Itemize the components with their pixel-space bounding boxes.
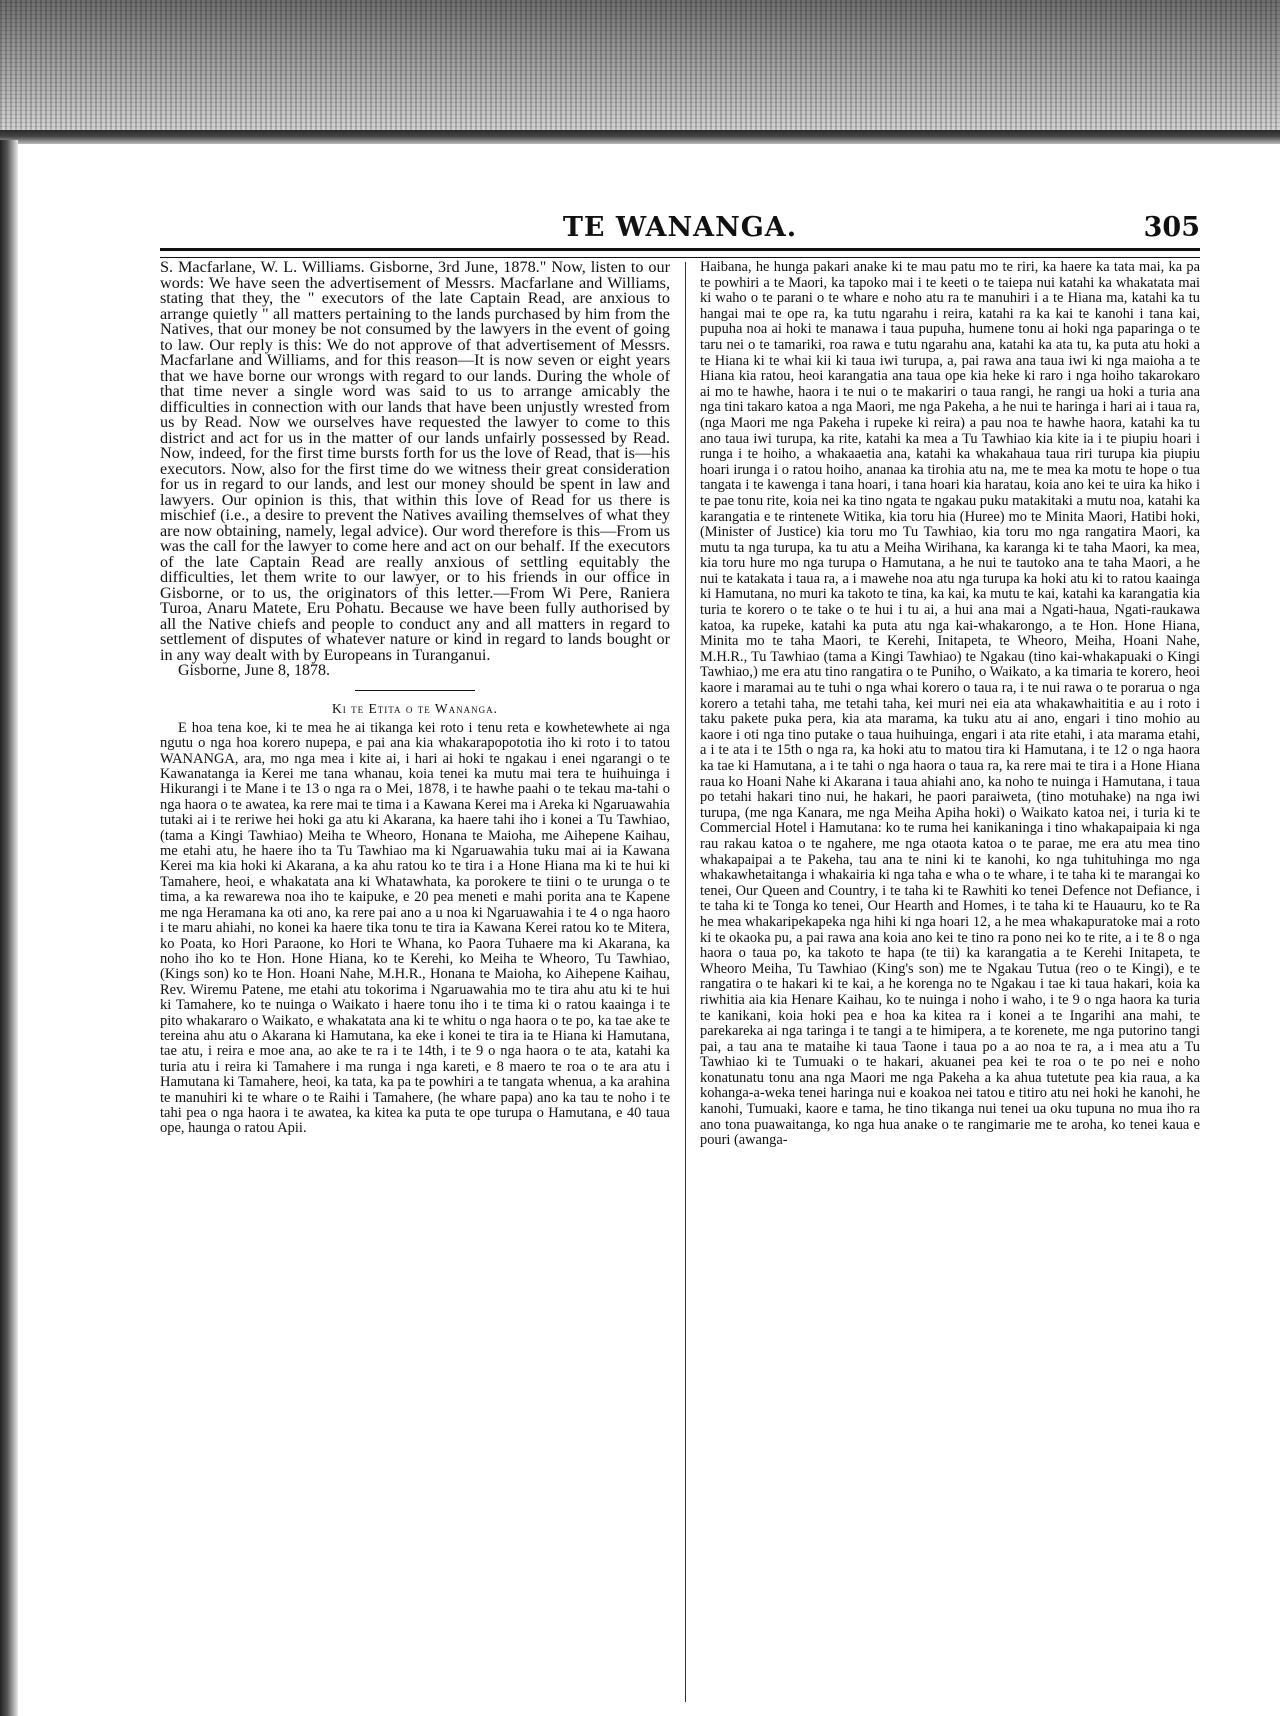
maori-letter-continued: Haibana, he hunga pakari anake ki te mau patu mo te riri, ka haere ka tata mai, ka pa te powhiri a te Maori, ka tapoko mai i te keeti o te taiepa nui katahi ka whakatata mai ki waho o te parani o te whare e noho atu ra te manuhiri i a te Hiana ma, katahi ka tu hangai mai te ope ra, ka tutu ngarahu i reira, katahi ra ka kai te kanohi i tana kai, pupuha noa ai hoki te manawa i taua pupuha, humene tonu ai hoki nga paparinga o te taru nei o te tamariki, roa rawa e tutu ngarahu ana, katahi ka ata tu, ka puta atu hoki a te Hiana ki te whai kii ki taua iwi turupa, a, pai rawa ana taua iwi ki nga maioha a te Hiana kia ratou, heoi karangatia ana taua ope kia heke ki raro i nga hoiho takarokaro ai mo te hawhe, haora i te nui o te makariri o taua rangi, he rangi ua hoki a turia ana nga tini takaro katoa a nga Maori, me nga Pakeha, a he nui te haringa i hari ai i taua ra, (nga Maori me nga Pakeha i rupeke ki reira) a pau noa te hawhe haora, katahi ka tu ano taua iwi turupa, ka rite, katahi ka mea a Tu Tawhiao kia kite ia i te piupiu hoari i runga i te hoiho, a whakaaetia ana, katahi ka whakahaua taua riri turupa kia piupiu hoari irunga i o ratou hoiho, ananaa ka tirohia atu na, me te mea ka motu te hope o tua tangata i te kawenga i tana hoari, i tana hoari kia haratau, koia ano kei te uira ka hiko i te pae tonu rite, koia nei ka tino ngata te ngakau puku matakitaki a mutu noa, katahi ka karangatia e te rintenete Witika, kia toru hia (Huree) mo te Minita Maori, Hatibi hoki, (Minister of Justice) kia toru mo Tu Tawhiao, kia toru mo nga rangatira Maori, ka mutu ta nga turupa, ka tu atu a Meiha Wirihana, ka karanga ki te taha Maori, ka mea, kia toru hure mo nga turupa o Hamutana, a he nui te tautoko ana te taha Maori, a he nui te katakata i taua ra, a i mawehe noa atu nga turupa ka hoki atu ki to ratou kaainga ki Hamutana, no muri ka takoto te tina, ka kai, ka mutu te kai, katahi ka karangatia kia turia te korero o te take o te hui i tu ai, a hui ana mai a Ngati-haua, Ngati-raukawa katoa, ka rupeke, katahi ka puta atu nga kai-whakarongo, a te Hon. Hone Hiana, Minita mo te taha Maori, te Kerehi, Initapeta, te Wheoro, Meiha, Hoani Nahe, M.H.R., Tu Tawhiao (tama a Kingi Tawhiao) te Ngakau (tino kai-whakapuaki o Kingi Tawhiao,) me era atu tino rangatira o te Puniho, o Waikato, a ka timaria te korero, heoi kaore i maramai au te tuhi o nga whai korero o taua ra, i te nui rawa o te porarua o nga korero a tetahi taha, me tetahi taha, kei muri nei eia ata whakawhaititia e au i roto i taku pakete puka pera, kia ata marama, ka tuku atu ai ano, engari i tino mohio au kaore i oti nga tino putake o taua huihuinga, engari i ata rite etahi, i ata marama etahi, a i te ata i te 15th o nga ra, ka hoki atu to matou tira ki Hamutana, i te 12 o nga haora ka tae ki Hamutana, a i te tahi o nga haora o taua ra, ka rere mai te tira i a Hone Hiana raua ko Hoani Nahe ki Akarana i taua ahiahi ano, ka noho te nuinga i Hamutana, i taua po tetahi hakari tino nui, he hakari, he paori paraiweta, (tino motuhake) na nga iwi turupa, (me nga Kanara, me nga Meiha Apiha hoki) o Waikato katoa nei, i turia ki te Commercial Hotel i Hamutana: ko te ruma hei kanikaninga i tino whakapaipaia ki nga rau rakau katoa o te ngahere, me nga otaota katoa o te parae, me era atu mea tino whakapaipai a te Pakeha, tau ana te nini ki te kanohi, ko nga tuhituhinga mo nga whakawhetaitanga i whakairia ki nga taha e wha o te whare, i te taha ki te marangai ko tenei, Our Queen and Country, i te taha ki te Rawhiti ko tenei Defence not Defiance, i te taha ki te Tonga ko tenei, Our Hearth and Homes, i te taha ki te Hauauru, ko te Ra he mea whakaripekapeka nga hihi ki nga hoari 12, a he mea whakapuratoke mai a roto ki te okaoka pu, a pai rawa ana koia ano kei te tino ra pono nei ko te rite, a i te 8 o nga haora o taua po, ka takoto te hapa (te tii) ka karangatia a te Kerehi Initapeta, te Wheoro Meiha, Tu Tawhiao (King's son) me te Ngakau Tutua (reo o te Kingi), e te rangatira o te hakari ki te kai, a he korenga no te Ngakau i tae ki taua hakari, koia ka riwhitia aia kia Henare Kaihau, ko te nuinga i noho i waho, i te 9 o nga haora ka turia te kanikani, koia hoki pea e hoa ka kitea ra i konei a te Ingarihi ana mahi, te parekareka ai nga taringa i te tangi a te himipera, a te korenete, me nga putorino tangi pai, a tau ana te mataihe ki taua Taone i taua po a ao noa te ra, a i mea atu a Tu Tawhiao ki te Tumuaki o te hakari, akuanei pea kei te roa o te po nei e noho konatunatu tonu ana nga Maori me nga Pakeha a ka ahua tutetute pea kia raua, a ka kohanga-a-weka tenei haringa nui e koakoa nei tatou e titiro atu nei hoki he kanohi, he kanohi, Tumuaki, kaore e tama, he tino tikanga nui tenei ua oku tupuna no mua iho ra ano tona puawaitanga, ko nga hua anake o te rangimarie me te aroha, ko tenei kaua e pouri (awanga-	[700, 260, 1200, 1149]
letter-date: Gisborne, June 8, 1878.	[178, 662, 330, 679]
newspaper-title: TE WANANGA.	[562, 212, 798, 243]
english-letter: S. Macfarlane, W. L. Williams. Gisborne, 3rd June, 1878." Now, listen to our words: We have seen the advertisement of Messrs. Macfarlane and Williams, stating that they, the " executors of the late Captain Read, are anxious to arrange quietly " all matters pertaining to the lands purchased by him from the Natives, that our money be not consumed by the lawyers in the event of going to law. Our reply is this: We do not approve of that advertisement of Messrs. Macfarlane and Williams, and for this reason—It is now seven or eight years that we have borne our wrongs with regard to our lands. During the whole of that time never a single word was said to us to arrange amicably the difficulties in connection with our lands that have been unjustly wrested from us by Read. Now we ourselves have requested the lawyer to come to this district and act for us in the matter of our lands unfairly possessed by Read. Now, indeed, for the first time bursts forth for us the love of Read, that is—his executors. Now, also for the first time do we witness their great consideration for us in regard to our lands, and lest our money should be spent in law and lawyers. Our opinion is this, that within this love of Read for us there is mischief (i.e., a desire to prevent the Natives availing themselves of what they are now obtaining, namely, legal advice). Our word therefore is this—From us was the call for the lawyer to come here and act on our behalf. If the executors of the late Captain Read are really anxious of settling equitably the difficulties, let them write to our lawyer, or to his friends in our office in Gisborne, or to us, the originators of this letter.—From Wi Pere, Raniera Turoa, Anaru Matete, Eru Pohatu. Because we have been fully authorised by all the Native chiefs and people to conduct any and all matters in regard to settlement of disputes of whatever nature or kind in regard to lands bought or in any way dealt with by Europeans in Turanganui.	[160, 260, 670, 664]
scan-border-top	[0, 0, 1280, 135]
header-rule	[160, 248, 1200, 258]
right-column	[700, 260, 1200, 1710]
column-divider	[685, 262, 686, 1702]
scan-border-left	[0, 140, 18, 1716]
maori-letter-body: E hoa tena koe, ki te mea he ai tikanga kei roto i tenu reta e kowhetewhete ai nga ngutu o nga hoa korero nupepa, e pai ana kia whakarapopototia iho ki roto i to tatou WANANGA, ara, mo nga mea i kite ai, i hari ai hoki te ngakau i enei ngarangi o te Kawanatanga ia Kerei me tana whanau, koia tenei ka mutu mai tera te huihuinga i Hikurangi i te Mane i te 13 o nga ra o Mei, 1878, i te hawhe paahi o te tekau ma-tahi o nga haora o te awatea, ka rere mai te tima i a Kawana Kerei ma i Areka ki Ngaruawahia tutaki ai i te reriwe hei hoki ga atu ki Akarana, ka haere tahi iho i konei a Tu Tawhiao, (tama a Kingi Tawhiao) Meiha te Wheoro, Honana te Maioha, me Aihepene Kaihau, me etahi atu, he haere iho ta Tu Tawhiao ma ki Ngaruawahia tuku mai ai ia Kawana Kerei ma kia hoki ki Akarana, a ka ahu ratou ko te tira i a Hone Hiana ma ki te hui ki Tamahere, heoi, e whakatata ana ki Whatawhata, ka porokere te tiini o te urunga o te tima, a ka rewarewa noa iho te kaipuke, e 20 pea meneti e mahi porita ana te Kapene me nga Heramana ka oti ano, ka rere pai ano a u noa ki Ngaruawahia i te 4 o nga haoro i te maru ahiahi, no konei ka haere tika tonu te tira ia Kawana Kerei ratou ko te Mitera, ko Poata, ko Hori Paraone, ko Hori te Whana, ko Paora Tuhaere ma ki Akarana, ka noho iho ko te Hon. Hone Hiana, ko te Kerehi, ko Meiha te Wheoro, Tu Tawhiao, (Kings son) ko te Hon. Hoani Nahe, M.H.R., Honana te Maioha, ko Aihepene Kaihau, Rev. Wiremu Patene, me etahi atu tokorima i Ngaruawahia mo te tira ahu atu ki te hui ki Tamahere, ko te nuinga o Waikato i haere tonu iho i te tima ki o ratou kaainga i te pito whakararo o Waikato, e whakatata ana ki te whitu o nga haora o te po, ka tae ake te tereina ahu atu o Akarana ki Hamutana, ka eke i konei te tira ia te Hiana ki Hamutana, tae atu, i reira e moe ana, ao ake te ra i te 14th, i te 9 o nga haora o te ata, katahi ka turia atu i reira ki Tamahere i ma runga i nga kareti, e 8 maero te roa o te ara atu i Hamutana ki Tamahere, heoi, ka tata, ka pa te powhiri a te tangata whenua, a ka arahina te manuhiri ki te whare o te Raihi i Tamahere, (he whare papa) ano ka tau te noho i te tahi pea o nga haora i te awatea, ka kitea ka puta te ope turupa o Hamutana, e 40 taua ope, haunga o ratou Apii.	[160, 719, 670, 1137]
section-heading: Ki te Etita o te Wananga.	[332, 701, 498, 717]
page-number: 305	[1143, 212, 1200, 243]
left-column	[160, 260, 670, 1710]
section-divider	[355, 690, 475, 691]
page-header	[160, 210, 1200, 246]
page-edge	[0, 130, 1280, 144]
